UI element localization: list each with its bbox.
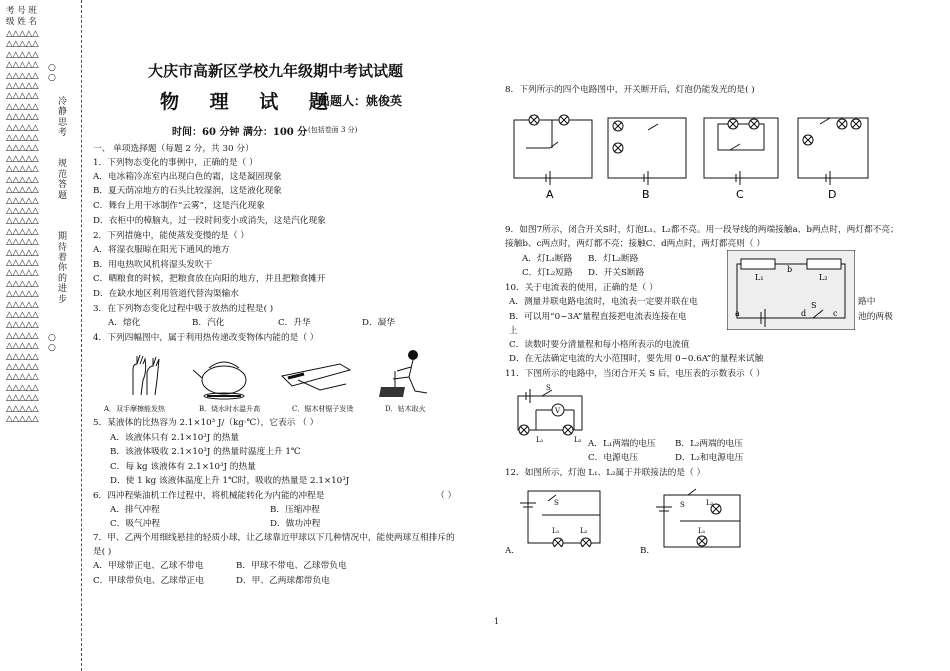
q8-label-c: C (736, 188, 744, 200)
triangle-row: △△△△△ (6, 29, 39, 39)
triangle-row: △△△△△ (6, 70, 39, 81)
triangle-row: △△△△△ (6, 195, 39, 206)
q8-circuit-a (514, 115, 592, 185)
svg-text:S: S (554, 499, 559, 507)
q3-stem: 3．在下列物态变化过程中吸于放热的过程是( ) (93, 304, 274, 314)
triangle-row: △△△△△ (6, 153, 39, 164)
q10-option-b-line1: B．可以用“0~3A”量程直接把电流表连接在电 (509, 312, 687, 322)
triangle-row: △△△△△ (6, 81, 39, 92)
notice-char: 冷 (58, 97, 68, 107)
q10-stem: 10．关于电流表的使用，正确的是（ ） (505, 283, 658, 293)
triangle-row: △△△△△ (6, 205, 39, 216)
q12-label-a: A. (505, 546, 515, 556)
cut-line (81, 0, 82, 671)
svg-text:L₁: L₁ (755, 273, 764, 282)
q4-stem: 4．下列四幅图中，属于利用热传递改变物体内能的是（ ） (93, 333, 319, 343)
triangle-row: △△△△△ (6, 112, 39, 123)
svg-text:L₂: L₂ (574, 436, 582, 444)
triangle-row: △△△△△ (6, 299, 39, 310)
q10-option-a-line1: A．测量并联电路电流时，电流表一定要并联在电 (509, 297, 698, 307)
q10-option-b-line2: 池的两极 (858, 312, 893, 322)
q9-option-a: A．灯L₁断路 (522, 254, 573, 264)
triangle-row: △△△△△ (6, 49, 39, 60)
svg-text:L₁: L₁ (552, 527, 560, 535)
q8-circuit-b (608, 118, 686, 185)
triangle-row: △△△△△ (6, 289, 39, 300)
triangle-row: △△△△△ (6, 320, 39, 331)
triangle-row: △△△△△ (6, 133, 39, 144)
q2-option-a: A．将湿衣服晾在阳光下通风的地方 (93, 245, 230, 255)
svg-text:S: S (811, 301, 817, 310)
q4-caption-b: B．烧水时水温升高 (199, 405, 261, 413)
q9-option-b: B．灯L₂断路 (588, 254, 639, 264)
svg-text:b: b (787, 265, 793, 274)
triangle-row: △△△△△ (6, 362, 39, 372)
q11-option-c: C．电源电压 (588, 453, 639, 463)
q3-option-c: C．升华 (278, 318, 311, 328)
time-score: 时间：60 分钟 满分：100 分 (172, 127, 308, 138)
q5-option-b: B．该液体吸收 2.1×10³J 的热量时温度上升 1℃ (110, 447, 301, 457)
notice-char: 待 (58, 242, 68, 253)
q8-circuit-d (798, 118, 868, 185)
q6-option-b: B．压缩冲程 (270, 505, 320, 515)
q4-caption-a: A．双手摩擦能发热 (104, 405, 166, 413)
triangle-row: △△△△△ (6, 330, 39, 341)
triangle-row: △△△△△ (6, 257, 39, 268)
triangle-row: △△△△△ (6, 309, 39, 320)
q1-option-b: B．夏天荫凉地方的石头比较湿润，这是液化现象 (93, 186, 282, 196)
notice-char: 进 (58, 284, 68, 295)
margin-dot: ○ (48, 63, 56, 73)
notice-char: 着 (58, 253, 68, 263)
notice-char: 你 (58, 263, 68, 274)
q7-stem-line2: 是( ) (93, 547, 112, 557)
svg-text:S: S (680, 501, 685, 509)
q11-circuit-figure (512, 384, 587, 448)
triangle-row: △△△△△ (6, 60, 39, 71)
subject-title: 物 理 试 题 (160, 91, 340, 113)
notice-char: 静 (58, 107, 68, 118)
q8-label-b: B (642, 188, 650, 200)
notice-char: 步 (58, 294, 68, 305)
page-number: 1 (494, 617, 500, 626)
q3-option-d: D．凝华 (362, 318, 396, 328)
q11-option-a: A．L₁两端的电压 (588, 439, 656, 449)
q4-caption-d: D．钻木取火 (385, 405, 426, 413)
q8-stem: 8．下列所示的四个电路图中，开关断开后，灯泡仍能发光的是( ) (505, 85, 755, 95)
q6-option-d: D．做功冲程 (270, 519, 321, 529)
triangle-row: △△△△△ (6, 341, 39, 352)
svg-text:L₂: L₂ (580, 527, 588, 535)
q11-option-d: D．L₂和电源电压 (675, 453, 744, 463)
triangle-row: △△△△△ (6, 174, 39, 185)
q6-option-a: A．排气冲程 (110, 505, 160, 515)
margin-header-top: 考 号 班 (6, 6, 37, 16)
q2-option-c: C．晒粮食的时候，把粮食放在向阳的地方，并且把粮食摊开 (93, 274, 326, 284)
triangle-row: △△△△△ (6, 403, 39, 414)
margin-dot: ○ (48, 343, 56, 353)
q1-option-a: A．电冰箱冷冻室内出现白色的霜，这是凝固现象 (93, 172, 282, 182)
q12-stem: 12．如图所示，灯泡 L₁、L₂属于并联接法的是（ ） (505, 468, 706, 478)
triangle-row: △△△△△ (6, 351, 39, 362)
notice-char: 的 (58, 273, 68, 284)
q9-option-d: D．开关S断路 (588, 268, 645, 278)
svg-text:V: V (555, 407, 561, 415)
triangle-row: △△△△△ (6, 382, 39, 393)
margin-dot: ○ (48, 73, 56, 83)
q2-stem: 2．下列措施中，能使蒸发变慢的是（ ） (93, 231, 249, 241)
notice-char: 答 (58, 180, 68, 191)
margin-dot: ○ (48, 333, 56, 343)
q6-option-c: C．吸气冲程 (110, 519, 161, 529)
triangle-row: △△△△△ (6, 372, 39, 383)
q5-stem: 5．某液体的比热容为 2.1×10³ J/（kg·℃），它表示 （ ） (93, 418, 319, 428)
author: 出题人：姚俊英 (318, 94, 403, 108)
triangle-row: △△△△△ (6, 122, 39, 133)
q6-paren: （ ） (436, 491, 457, 501)
svg-text:L₂: L₂ (706, 499, 714, 507)
svg-text:L₁: L₁ (698, 527, 706, 535)
triangle-row: △△△△△ (6, 278, 39, 289)
q5-option-a: A．该液体只有 2.1×10³J 的热量 (110, 433, 240, 443)
triangle-row: △△△△△ (6, 414, 39, 425)
svg-text:L₂: L₂ (819, 273, 828, 282)
sawing-wood-image (280, 356, 352, 396)
q7-option-b: B．甲球不带电、乙球带负电 (236, 561, 347, 571)
notice-char: 思 (58, 117, 68, 128)
section-heading: 一、 单项选择题（每题 2 分，共 30 分） (93, 144, 254, 154)
q9-stem-line2: 接触b、c两点时，两灯都不亮；接触C、d两点时，两灯都亮则（ ） (505, 239, 765, 249)
q4-caption-c: C．锯木材锯子发烫 (292, 405, 354, 413)
notice-char: 期 (58, 232, 68, 243)
triangle-row: △△△△△ (6, 216, 39, 227)
q12-label-b: B. (640, 546, 650, 556)
triangle-row: △△△△△ (6, 39, 39, 50)
q8-circuit-c (704, 118, 778, 185)
q1-option-d: D．衣柜中的樟脑丸，过一段时间变小或消失，这是汽化现象 (93, 216, 326, 226)
q8-circuits-figure (508, 108, 873, 200)
q10-option-c: C．读数时要分清量程和每小格所表示的电流值 (509, 340, 690, 350)
exam-title: 大庆市高新区学校九年级期中考试试题 (148, 62, 404, 80)
q2-option-d: D．在缺水地区利用管道代替沟渠输水 (93, 289, 239, 299)
time-note: (包括卷面 3 分) (308, 126, 358, 134)
q7-option-d: D．甲、乙两球都带负电 (236, 576, 330, 586)
q10-option-a-line2: 路中 (858, 297, 876, 307)
notice-char: 规 (58, 159, 68, 170)
q8-label-a: A (546, 188, 554, 200)
q5-option-c: C．每 kg 该液体有 2.1×10³J 的热量 (110, 462, 256, 472)
triangle-row: △△△△△ (6, 91, 39, 102)
svg-text:a: a (735, 309, 740, 318)
svg-text:d: d (801, 309, 807, 318)
q12-circuit-a (518, 485, 603, 547)
q11-option-b: B．L₂两端的电压 (675, 439, 743, 449)
triangle-row: △△△△△ (6, 143, 39, 154)
triangle-row: △△△△△ (6, 247, 39, 258)
drilling-wood-image (375, 347, 435, 401)
notice-char: 考 (58, 128, 68, 139)
q2-option-b: B．用电热吹风机将湿头发吹干 (93, 260, 213, 270)
q5-option-d: D．使 1 kg 该液体温度上升 1℃时，吸收的热量是 2.1×10³J (110, 476, 350, 486)
triangle-row: △△△△△ (6, 268, 39, 279)
q10-option-d: D．在无法确定电流的大小范围时，要先用 0~0.6A”的量程来试触 (509, 354, 764, 364)
q3-option-b: B．汽化 (192, 318, 225, 328)
q1-stem: 1．下列物态变化的事例中，正确的是（ ） (93, 158, 258, 168)
notice-char: 题 (58, 190, 68, 201)
triangle-column (6, 29, 39, 424)
student-info-margin (6, 6, 86, 27)
q10-option-b-line3: 上 (509, 326, 518, 336)
triangle-row: △△△△△ (6, 164, 39, 175)
q7-option-a: A．甲球带正电、乙球不带电 (93, 561, 204, 571)
q12-circuit-b (654, 485, 744, 553)
svg-text:L₁: L₁ (536, 436, 544, 444)
triangle-row: △△△△△ (6, 237, 39, 248)
triangle-row: △△△△△ (6, 185, 39, 196)
notice-char: 范 (58, 169, 68, 180)
q7-option-c: C．甲球带负电、乙球带正电 (93, 576, 204, 586)
q8-label-d: D (828, 188, 837, 200)
q11-stem: 11．下图所示的电路中，当闭合开关 S 后，电压表的示数表示（ ） (505, 369, 765, 379)
triangle-row: △△△△△ (6, 101, 39, 112)
triangle-row: △△△△△ (6, 226, 39, 237)
triangle-row: △△△△△ (6, 393, 39, 404)
q9-circuit-figure (727, 250, 855, 330)
rubbing-hands-image (125, 350, 165, 400)
kettle-image (193, 352, 255, 400)
svg-text:c: c (833, 309, 838, 318)
q9-stem-line1: 9．如图7所示，闭合开关S时，灯泡L₁、L₂都不亮。用一段导线的两端接触a、b两点时，两灯都不亮； (505, 225, 899, 235)
q1-option-c: C．舞台上用干冰制作“云雾”，这是汽化现象 (93, 201, 265, 211)
q6-stem: 6．四冲程柴油机工作过程中，将机械能转化为内能的冲程是 (93, 491, 325, 501)
q3-option-a: A．熔化 (108, 318, 141, 328)
q7-stem-line1: 7．甲、乙两个用细线悬挂的轻质小球，让乙球靠近甲球以下几种情况中，能使两球互相排斥的 (93, 533, 455, 543)
svg-text:S: S (546, 384, 551, 392)
margin-header-bottom: 级 姓 名 (6, 16, 37, 27)
q9-option-c: C．灯L₂短路 (522, 268, 573, 278)
